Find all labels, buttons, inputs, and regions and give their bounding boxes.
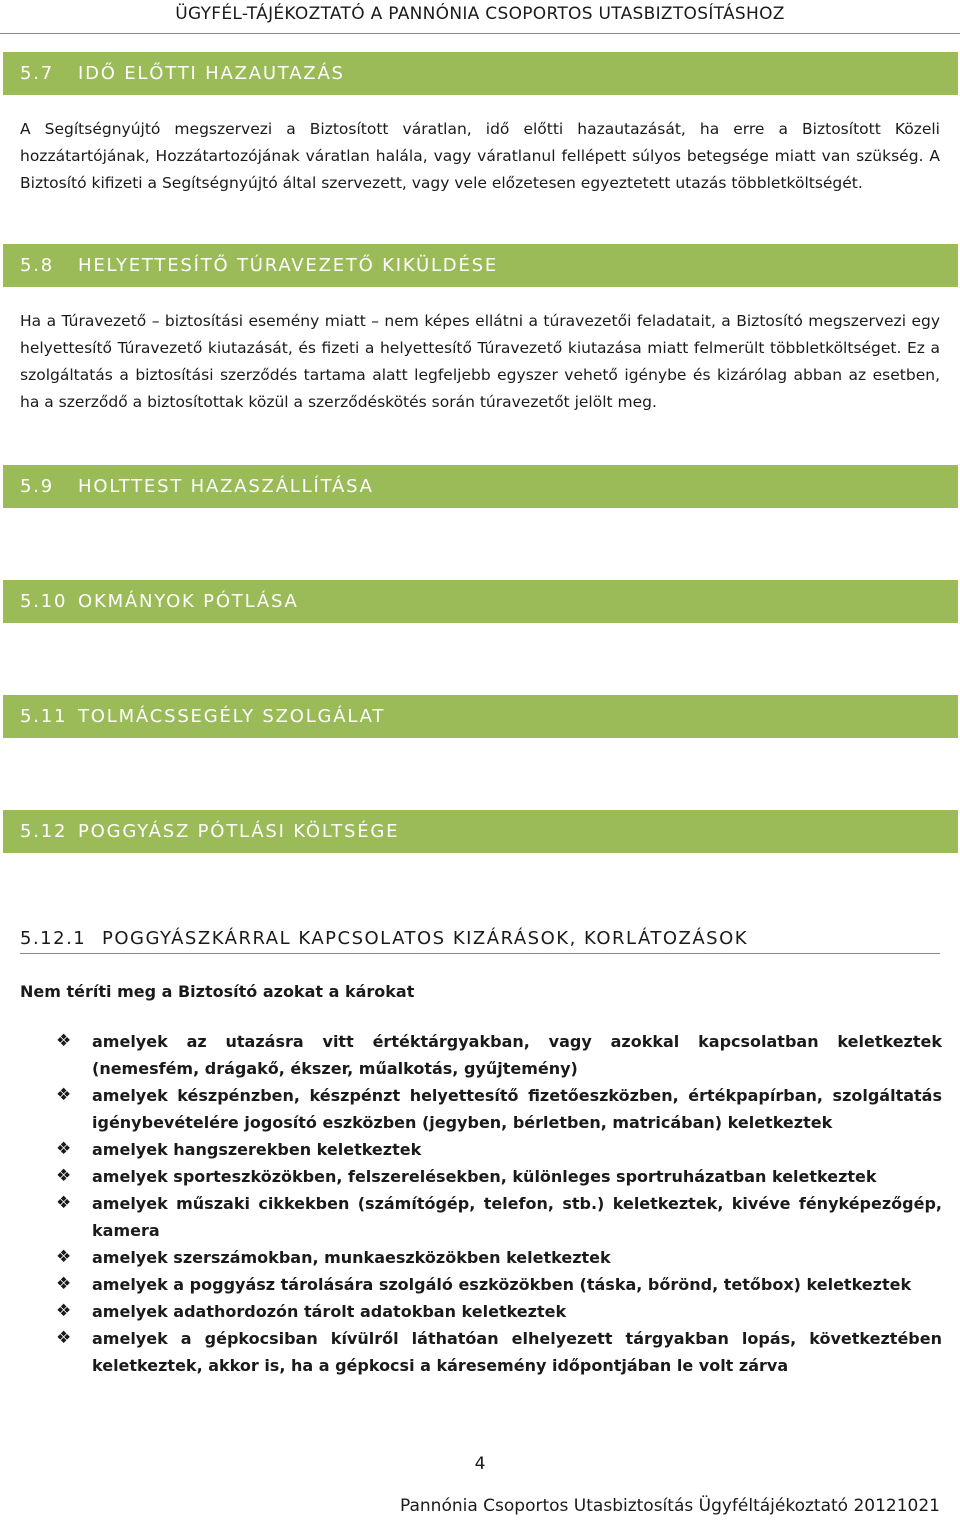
section-heading-5-7 [3,52,958,95]
page-number: 4 [474,1454,486,1474]
section-heading-5-10 [3,580,958,623]
section-heading-5-11 [3,695,958,738]
section-heading-5-8 [3,244,958,287]
list-item [56,1325,942,1379]
subsection-heading-5-12-1 [20,928,940,954]
section-title: IDŐ ELŐTTI HAZAUTAZÁS [78,63,345,84]
list-item-text: amelyek adathordozón tárolt adatokban keletkeztek [92,1302,567,1321]
section-number: 5.8 [20,255,55,276]
section-heading-5-12 [3,810,958,853]
diamond-bullet-icon: ❖ [56,1085,72,1105]
list-item [56,1271,942,1298]
list-item-text: amelyek szerszámokban, munkaeszközökben keletkeztek [92,1248,611,1267]
list-item-text: amelyek az utazásra vitt értéktárgyakban, vagy azokkal kapcsolatban keletkeztek (nemesfém, drágakő, ékszer, műalkotás, gyűjtemény) [92,1032,942,1078]
page-header: ÜGYFÉL-TÁJÉKOZTATÓ A PANNÓNIA CSOPORTOS UTASBIZTOSÍTÁSHOZ [175,4,785,24]
subsection-title: POGGYÁSZKÁRRAL KAPCSOLATOS KIZÁRÁSOK, KORLÁTOZÁSOK [102,928,749,949]
section-title: OKMÁNYOK PÓTLÁSA [78,591,299,612]
section-title: TOLMÁCSSEGÉLY SZOLGÁLAT [78,706,386,727]
list-item-text: amelyek sporteszközökben, felszerelésekben, különleges sportruházatban keletkeztek [92,1167,877,1186]
list-item-text: amelyek a poggyász tárolására szolgáló eszközökben (táska, bőrönd, tetőbox) keletkeztek [92,1275,912,1294]
section-number: 5.11 [20,706,68,727]
exclusions-lead: Nem téríti meg a Biztosító azokat a károkat [20,982,415,1001]
list-item [56,1298,942,1325]
section-title: HELYETTESÍTŐ TÚRAVEZETŐ KIKÜLDÉSE [78,255,499,276]
list-item [56,1082,942,1136]
diamond-bullet-icon: ❖ [56,1193,72,1213]
diamond-bullet-icon: ❖ [56,1031,72,1051]
section-number: 5.12 [20,821,68,842]
section-body-5-7: A Segítségnyújtó megszervezi a Biztosított váratlan, idő előtti hazautazását, ha erre a Biztosított Közeli hozzátartójának, Hozzátartozójának váratlan halála, vagy váratlanul fellépett súlyos betegsége miatt van szükség. A Biztosító kifizeti a Segítségnyújtó által szervezett, vagy vele előzetesen egyeztetett utazás többletköltségét. [20,120,940,192]
list-item [56,1136,942,1163]
list-item-text: amelyek a gépkocsiban kívülről láthatóan elhelyezett tárgyakban lopás, következtében keletkeztek, akkor is, ha a gépkocsi a káresemény időpontjában le volt zárva [92,1329,942,1375]
list-item-text: amelyek készpénzben, készpénzt helyettesítő fizetőeszközben, értékpapírban, szolgáltatás igénybevételére jogosító eszközben (jegyben, bérletben, matricában) keletkeztek [92,1086,942,1132]
section-number: 5.9 [20,476,55,497]
diamond-bullet-icon: ❖ [56,1328,72,1348]
list-item-text: amelyek hangszerekben keletkeztek [92,1140,422,1159]
diamond-bullet-icon: ❖ [56,1247,72,1267]
section-title: POGGYÁSZ PÓTLÁSI KÖLTSÉGE [78,821,400,842]
section-body-5-8: Ha a Túravezető – biztosítási esemény miatt – nem képes ellátni a túravezetői feladatait, a Biztosító megszervezi egy helyettesítő Túravezető kiutazását, és fizeti a helyettesítő Túravezető kiutazása miatt felmerült többletköltséget. Ez a szolgáltatás a biztosítási szerződés tartama alatt legfeljebb egyszer vehető igénybe és kizárólag abban az esetben, ha a szerződő a biztosítottak közül a szerződéskötés során túravezetőt jelölt meg. [20,312,940,411]
diamond-bullet-icon: ❖ [56,1274,72,1294]
section-number: 5.10 [20,591,68,612]
section-heading-5-9 [3,465,958,508]
subsection-number: 5.12.1 [20,928,87,949]
list-item [56,1163,942,1190]
section-number: 5.7 [20,63,55,84]
diamond-bullet-icon: ❖ [56,1139,72,1159]
list-item [56,1028,942,1082]
diamond-bullet-icon: ❖ [56,1166,72,1186]
section-title: HOLTTEST HAZASZÁLLÍTÁSA [78,476,374,497]
diamond-bullet-icon: ❖ [56,1301,72,1321]
list-item [56,1190,942,1244]
exclusions-list [56,1028,942,1379]
header-divider [0,33,960,34]
list-item-text: amelyek műszaki cikkekben (számítógép, telefon, stb.) keletkeztek, kivéve fényképezőgép, kamera [92,1194,942,1240]
page-footer: Pannónia Csoportos Utasbiztosítás Ügyféltájékoztató 20121021 [400,1496,940,1516]
list-item [56,1244,942,1271]
